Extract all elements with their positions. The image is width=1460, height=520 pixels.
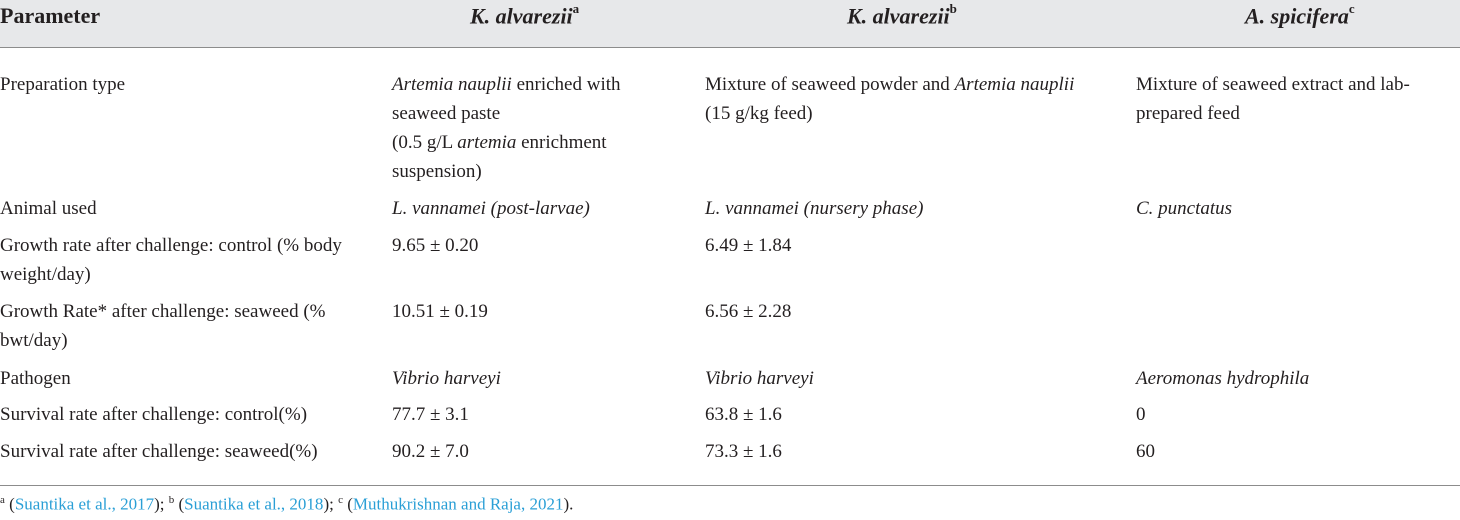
param-cell: Survival rate after challenge: control(%) xyxy=(0,404,308,425)
value-cell: C. punctatus xyxy=(1136,198,1233,219)
value-cell: L. vannamei (nursery phase) xyxy=(705,198,924,219)
value-cell: 6.49 ± 1.84 xyxy=(705,235,792,256)
value-cell: 6.56 ± 2.28 xyxy=(705,301,792,322)
citation-link[interactable]: Muthukrishnan and Raja, 2021 xyxy=(352,494,564,514)
value-cell: Mixture of seaweed powder and Artemia nauplii (15 g/kg feed) xyxy=(705,74,1075,124)
param-cell: Growth rate after challenge: control (% body weight/day) xyxy=(0,235,342,285)
header-k-alvarezii-b: K. alvarezii$^b$ xyxy=(847,1,957,29)
header-a-spicifera: A. spicifera$^c$ xyxy=(1245,1,1355,29)
value-cell: Vibrio harveyi xyxy=(705,368,814,389)
value-cell: L. vannamei (post-larvae) xyxy=(392,198,590,219)
value-cell: Mixture of seaweed extract and lab-prepared feed xyxy=(1136,74,1410,124)
value-cell: Aeromonas hydrophila xyxy=(1136,368,1310,389)
value-cell: 9.65 ± 0.20 xyxy=(392,235,479,256)
header-k-alvarezii-a: K. alvarezii$^a$ xyxy=(470,1,580,29)
param-cell: Growth Rate* after challenge: seaweed (% bwt/day) xyxy=(0,301,326,351)
value-cell: Vibrio harveyi xyxy=(392,368,501,389)
table-bottom-rule xyxy=(0,485,1460,486)
citation-link[interactable]: Suantika et al., 2018 xyxy=(184,494,324,514)
footnote: $^a$ (Suantika et al., 2017); $^b$ (Suantika et al., 2018); $^c$ (Muthukrishnan and Raja, 2021). xyxy=(0,494,574,514)
value-cell: 10.51 ± 0.19 xyxy=(392,301,488,322)
value-cell: 77.7 ± 3.1 xyxy=(392,404,469,425)
value-cell: 0 xyxy=(1136,404,1146,425)
citation-link[interactable]: Suantika et al., 2017 xyxy=(14,494,155,514)
value-cell: Artemia nauplii enriched with seaweed paste (0.5 g/L artemia enrichment suspension) xyxy=(392,74,621,182)
param-cell: Pathogen xyxy=(0,368,71,389)
param-cell: Animal used xyxy=(0,198,97,219)
value-cell: 73.3 ± 1.6 xyxy=(705,441,782,462)
param-cell: Preparation type xyxy=(0,74,126,95)
param-cell: Survival rate after challenge: seaweed(%) xyxy=(0,441,318,462)
value-cell: 90.2 ± 7.0 xyxy=(392,441,469,462)
header-parameter: Parameter xyxy=(0,3,101,28)
header-rule xyxy=(0,47,1460,48)
value-cell: 63.8 ± 1.6 xyxy=(705,404,782,425)
table-header xyxy=(0,0,1460,47)
value-cell: 60 xyxy=(1136,441,1155,462)
